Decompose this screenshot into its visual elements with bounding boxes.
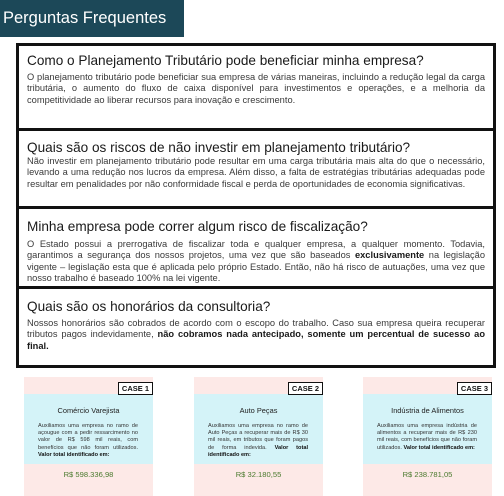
faq-answer-text: na legislação vigente – legislação esta que é aplicada pelo próprio Estado. Então, não há risco de autuações, uma vez que nosso trabalho é baseado 100% na lei vigente. — [27, 250, 485, 284]
case-card-2 — [194, 377, 323, 479]
faq-answer — [27, 156, 485, 190]
case-description — [377, 423, 477, 452]
faq-item-benefits — [19, 46, 493, 131]
case-total-label: Valor total identificado em: — [208, 444, 308, 458]
faq-question: Minha empresa pode correr algum risco de fiscalização? — [27, 219, 368, 234]
case-value: R$ 32.180,55 — [235, 470, 282, 479]
faq-answer — [27, 72, 485, 106]
faq-answer-bold: não cobramos nada antecipado, somente um percentual de sucesso ao final. — [27, 329, 485, 351]
case-badge: CASE 3 — [457, 382, 492, 395]
case-card-1 — [24, 377, 153, 479]
case-value: R$ 238.781,05 — [402, 470, 453, 479]
faq-answer-bold: exclusivamente — [354, 250, 425, 261]
case-badge: CASE 2 — [288, 382, 323, 395]
faq-item-inspection — [19, 212, 493, 289]
faq-answer — [27, 239, 485, 285]
faq-answer-text: O planejamento tributário pode beneficiar sua empresa de várias maneiras, incluindo a redução legal da carga tributária, o aumento do fluxo de caixa disponível para investimentos e operações, e a melhoria da competitividade ao liberar recursos para inovação e crescimento. — [27, 72, 485, 105]
page-title: Perguntas Frequentes — [3, 9, 167, 27]
faq-question: Como o Planejamento Tributário pode beneficiar minha empresa? — [27, 53, 424, 68]
faq-answer-text: Nossos honorários são cobrados de acordo com o escopo do trabalho. Caso sua empresa queira recuperar tributos pagos indevidamente, — [27, 318, 485, 340]
case-title: Comércio Varejista — [57, 406, 120, 415]
case-total-label: Valor total identificado em: — [38, 451, 110, 458]
case-card-3 — [363, 377, 492, 479]
faq-item-fees — [19, 292, 493, 365]
case-description — [208, 423, 308, 459]
case-description — [38, 423, 138, 459]
case-title: Auto Peças — [239, 406, 278, 415]
case-title: Indústria de Alimentos — [391, 406, 464, 415]
case-total-label: Valor total identificado em: — [403, 444, 475, 451]
case-badge: CASE 1 — [118, 382, 153, 395]
page-header — [0, 0, 184, 37]
faq-question: Quais são os honorários da consultoria? — [27, 299, 271, 314]
case-text: Auxiliamos uma empresa no ramo de Auto Peças a recuperar mais de R$ 30 mil reais, em tributos que foram pagos de forma indevida. — [208, 423, 308, 451]
faq-answer-text: O Estado possui a prerrogativa de fiscalizar toda e qualquer empresa, a qualquer momento. Todavia, garantimos a segurança dos nossos projetos, uma vez que são baseados — [27, 239, 485, 261]
faq-answer-text: Não investir em planejamento tributário pode resultar em uma carga tributária mais alta do que o necessário, levando a uma redução nos lucros da empresa. Além disso, a falta de estratégias tributárias adequadas pode resultar em penalidades por não conformidade fiscal e perda de oportunidades de economia significativas. — [27, 156, 485, 189]
case-value: R$ 598.336,98 — [63, 470, 114, 479]
case-text: Auxiliamos uma empresa indústria de alimentos a recuperar mais de R$ 230 mil reais, com benefícios que não foram utilizados. — [377, 423, 477, 451]
case-text: Auxiliamos uma empresa no ramo de açougue com a pedir ressarcimento no valor de R$ 598 mil reais, com benefícios que não foram utilizados. — [38, 423, 138, 451]
faq-item-risks — [19, 134, 493, 209]
faq-question: Quais são os riscos de não investir em planejamento tributário? — [27, 140, 411, 155]
faq-answer — [27, 318, 485, 352]
faq-panel — [16, 43, 496, 368]
